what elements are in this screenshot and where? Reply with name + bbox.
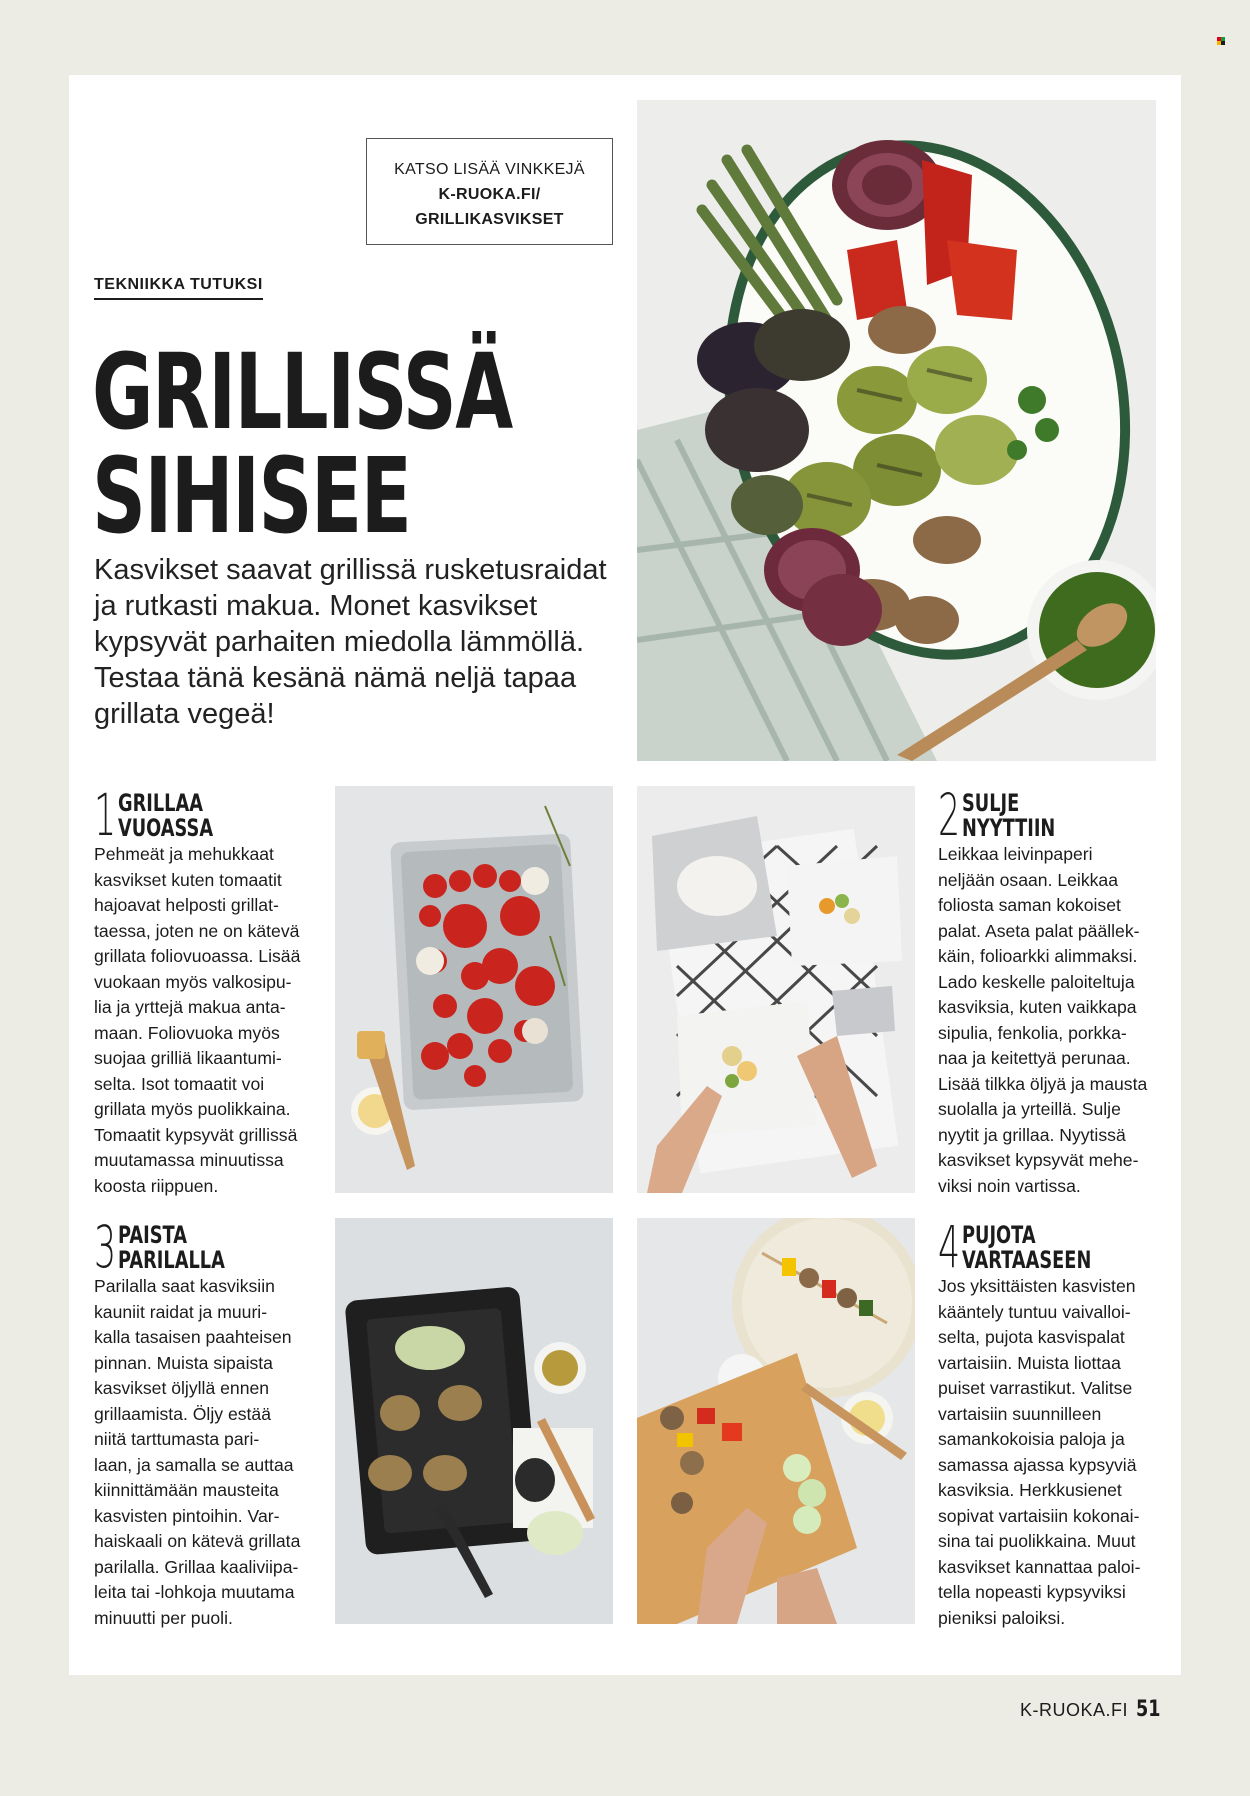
photo-foil-parcels [637,786,915,1193]
section-3-title [118,1222,225,1273]
body-line: maan. Foliovuoka myös [94,1022,280,1043]
section-4-title-line-1: PUJOTA [962,1221,1036,1249]
body-line: Lisää tilkka öljyä ja mausta [938,1073,1148,1094]
headline-line-2: SIHISEE [92,435,411,557]
body-line: samankokoisia paloja ja [938,1429,1125,1449]
body-line: grillata myös puolikkaina. [94,1099,291,1119]
body-line: kääntely tuntuu vaivalloi- [938,1301,1131,1322]
body-line: koosta riippuen. [94,1175,219,1196]
body-line: naa ja keitettyä perunaa. [938,1048,1131,1068]
body-line: Parilalla saat kasviksiin [94,1276,275,1296]
headline [92,331,512,557]
body-line: tella nopeasti kypsyviksi [938,1582,1126,1602]
lead-paragraph: Kasvikset saavat grillissä rusketusraidat ja rutkasti makua. Monet kasvikset kypsyvät parhaiten miedolla lämmöllä. Testaa tänä kesänä nämä neljä tapaa grillata vegeä! [94,554,607,730]
body-line: selta, pujota kasvispalat [938,1327,1125,1347]
kicker: TEKNIIKKA TUTUKSI [94,276,263,300]
section-4-body [938,1274,1178,1631]
body-line: parilalla. Grillaa kaaliviipa- [94,1556,299,1577]
body-line: käin, folioarkki alimmaksi. [938,946,1138,966]
body-line: sopivat vartaisiin kokonai- [938,1505,1140,1526]
body-line: Tomaatit kypsyvät grillissä [94,1124,298,1145]
body-line: kauniit raidat ja muuri- [94,1301,268,1322]
body-line: kalla tasaisen paahteisen [94,1327,292,1347]
photo-vegetable-skewers [637,1218,915,1624]
body-line: suolalla ja yrteillä. Sulje [938,1099,1121,1119]
tip-link-path[interactable]: GRILLIKASVIKSET [415,211,564,228]
section-2-body [938,842,1178,1199]
section-3-title-line-2: PARILALLA [118,1246,225,1274]
body-line: leita tai -lohkoja muutama [94,1582,295,1602]
section-1-title-line-1: GRILLAA [118,789,203,817]
tip-box [366,138,613,245]
body-line: laan, ja samalla se auttaa [94,1454,294,1475]
body-line: Pehmeät ja mehukkaat [94,844,274,864]
body-line: Leikkaa leivinpaperi [938,844,1093,864]
section-2 [938,781,1178,1199]
section-1-body [94,842,334,1199]
section-3 [94,1213,334,1631]
tip-link[interactable]: K-RUOKA.FI/ [438,186,541,203]
body-line: taessa, joten ne on kätevä [94,920,300,941]
tip-line-1: KATSO LISÄÄ VINKKEJÄ [394,161,585,178]
body-line: minuutti per puoli. [94,1607,233,1628]
body-line: niitä tarttumasta pari- [94,1429,260,1449]
body-line: vuokaan myös valkosipu- [94,971,292,992]
body-line: grillata foliovuoassa. Lisää [94,946,301,966]
body-line: neljään osaan. Leikkaa [938,869,1118,890]
section-3-body [94,1274,334,1631]
body-line: nyytit ja grillaa. Nyytissä [938,1124,1126,1145]
body-line: kasviksia, kuten vaikkapa [938,997,1137,1017]
section-1-number: 1 [94,781,117,849]
photo-grill-pan [335,1218,613,1624]
section-4-title-line-2: VARTAASEEN [962,1246,1092,1274]
body-line: vartaisiin. Muista liottaa [938,1352,1121,1373]
k-logo-mark [1217,37,1225,45]
body-line: lia ja yrttejä makua anta- [94,997,286,1017]
body-line: muutamassa minuutissa [94,1150,284,1170]
body-line: sipulia, fenkolia, porkka- [938,1022,1127,1043]
body-line: palat. Aseta palat päällek- [938,920,1140,941]
section-3-number: 3 [94,1213,117,1281]
section-3-title-line-1: PAISTA [118,1221,188,1249]
body-line: kasviksia. Herkkusienet [938,1480,1122,1500]
section-4-title [962,1222,1091,1273]
body-line: pinnan. Muista sipaista [94,1352,273,1373]
body-line: vartaisiin suunnilleen [938,1403,1102,1424]
section-1 [94,781,334,1199]
body-line: Jos yksittäisten kasvisten [938,1276,1136,1296]
body-line: kasvikset kuten tomaatit [94,869,282,890]
section-2-title-line-2: NYYTTIIN [962,814,1056,842]
body-line: kasvikset öljyllä ennen [94,1378,270,1398]
photo-foil-tray-tomatoes [335,786,613,1193]
body-line: kiinnittämään mausteita [94,1480,279,1500]
body-line: kasvikset kypsyvät mehe- [938,1150,1139,1170]
body-line: suojaa grilliä likaantumi- [94,1048,282,1068]
body-line: selta. Isot tomaatit voi [94,1073,265,1094]
page-number: 51 [1136,1697,1161,1722]
section-1-title-line-2: VUOASSA [118,814,214,842]
section-4 [938,1213,1178,1631]
body-line: sina tai puolikkaina. Muut [938,1531,1136,1551]
section-2-title [962,790,1055,841]
body-line: kasvikset kannattaa paloi- [938,1556,1141,1577]
section-2-title-line-1: SULJE [962,789,1020,817]
body-line: Lado keskelle paloiteltuja [938,971,1135,992]
hero-photo-grilled-vegetables [637,100,1156,761]
body-line: viksi noin vartissa. [938,1175,1081,1196]
section-1-title [118,790,213,841]
footer-site-link[interactable]: K-RUOKA.FI [1020,1700,1129,1720]
section-2-number: 2 [938,781,961,849]
body-line: samassa ajassa kypsyviä [938,1454,1137,1475]
body-line: kasvisten pintoihin. Var- [94,1505,280,1526]
headline-line-1: GRILLISSÄ [92,331,512,453]
body-line: haiskaali on kätevä grillata [94,1531,301,1551]
body-line: hajoavat helposti grillat- [94,895,279,915]
body-line: foliosta saman kokoiset [938,895,1121,915]
section-4-number: 4 [938,1213,961,1281]
body-line: puiset varrastikut. Valitse [938,1378,1133,1398]
body-line: grillaamista. Öljy estää [94,1403,271,1424]
body-line: pieniksi paloiksi. [938,1607,1066,1628]
